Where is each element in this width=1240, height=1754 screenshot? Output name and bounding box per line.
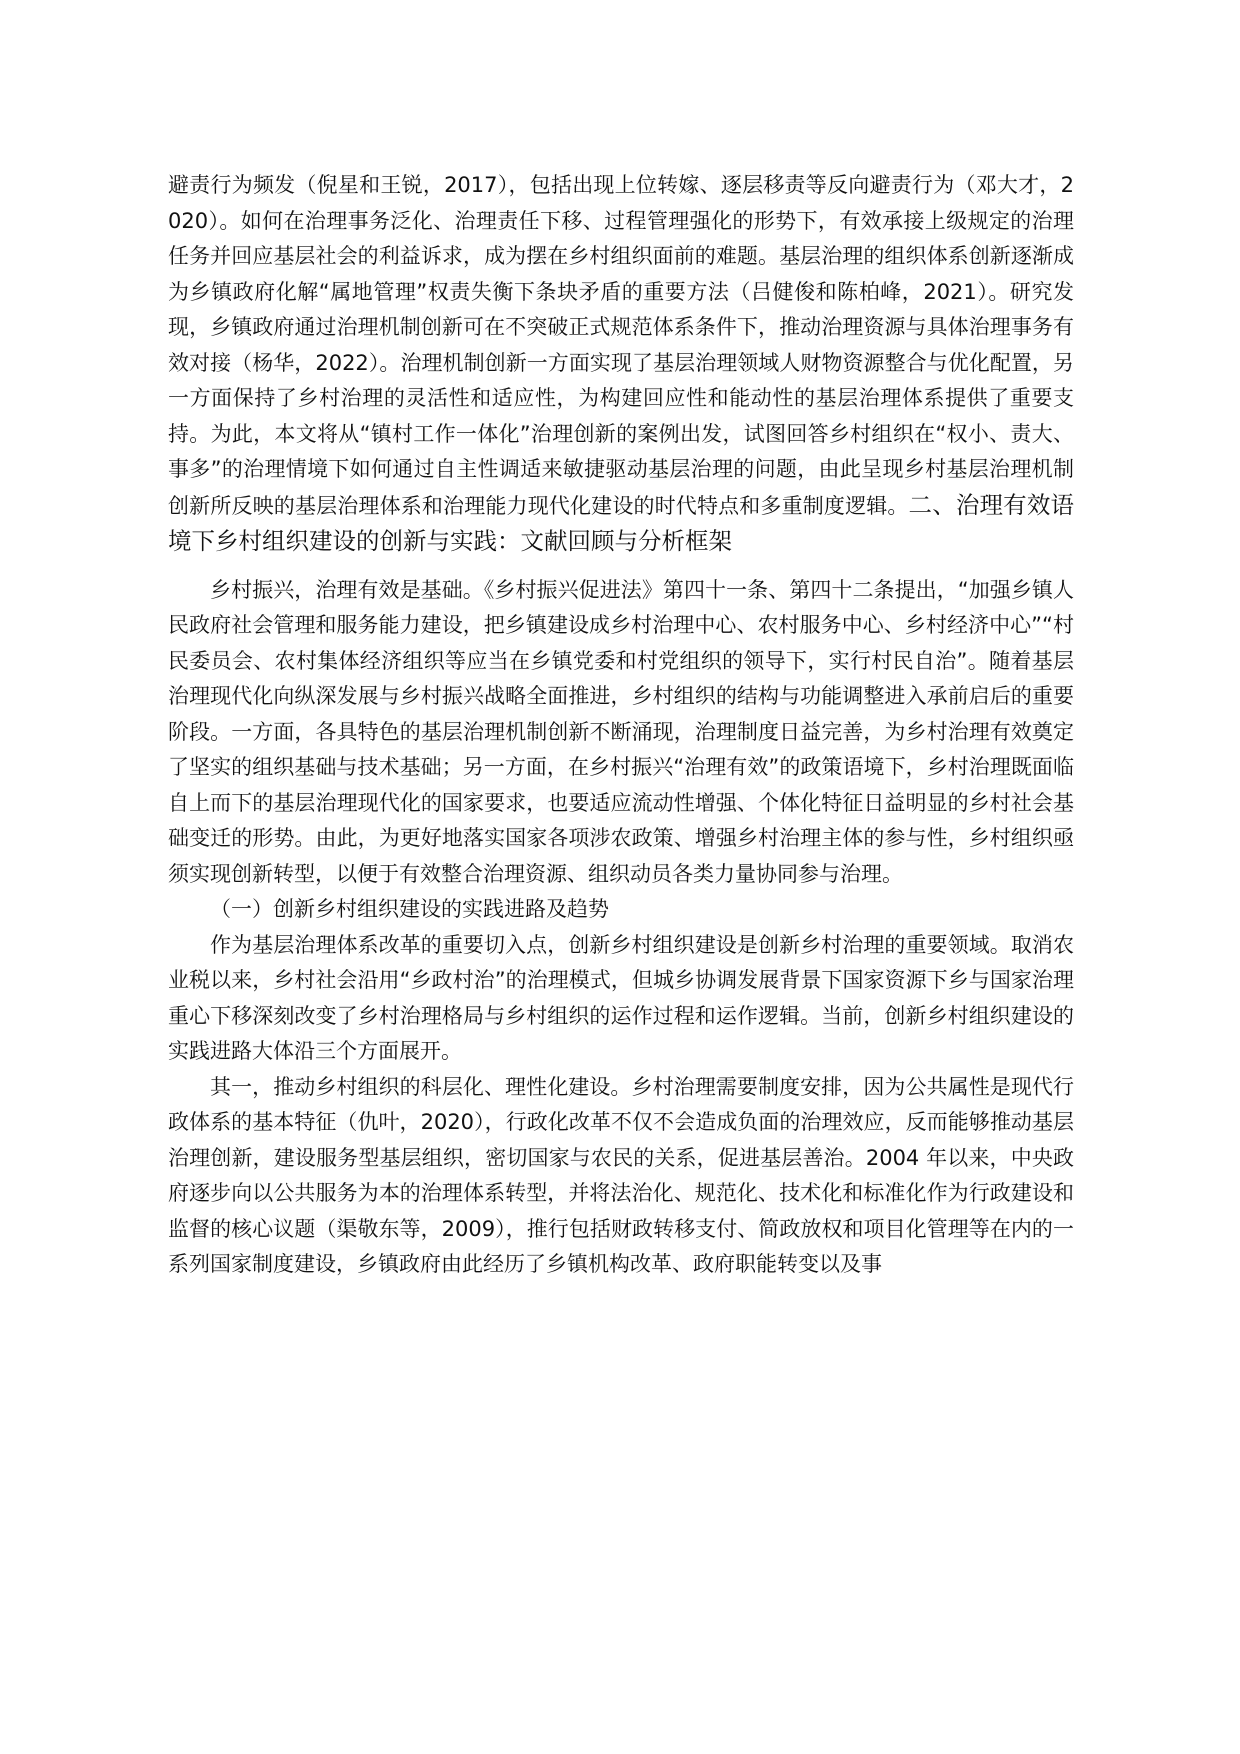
- paragraph-reform-entry-point: 作为基层治理体系改革的重要切入点，创新乡村组织建设是创新乡村治理的重要领域。取消农业税以来，乡村社会沿用“乡政村治”的治理模式，但城乡协调发展背景下国家资源下乡与国家治理重心下移深刻改变了乡村治理格局与乡村组织的运作过程和运作逻辑。当前，创新乡村组织建设的实践进路大体沿三个方面展开。: [168, 932, 1074, 1063]
- intro-paragraph: [168, 168, 1074, 561]
- section-heading: 二、治理有效语境下乡村组织建设的创新与实践：文献回顾与分析框架: [168, 490, 1074, 555]
- subheading-practice-path: （一）创新乡村组织建设的实践进路及趋势: [210, 897, 609, 921]
- paragraph-bureaucratization: 其一，推动乡村组织的科层化、理性化建设。乡村治理需要制度安排，因为公共属性是现代行政体系的基本特征（仇叶，2020），行政化改革不仅不会造成负面的治理效应，反而能够推动基层治理创新，建设服务型基层组织，密切国家与农民的关系，促进基层善治。2004 年以来，中央政府逐步向以公共服务为本的治理体系转型，并将法治化、规范化、技术化和标准化作为行政建设和监督的核心议题（渠敬东等，2009），推行包括财政转移支付、简政放权和项目化管理等在内的一系列国家制度建设，乡镇政府由此经历了乡镇机构改革、政府职能转变以及事: [168, 1074, 1074, 1276]
- intro-paragraph-text: 避责行为频发（倪星和王锐，2017），包括出现上位转嫁、逐层移责等反向避责行为（邓大才，2020）。如何在治理事务泛化、治理责任下移、过程管理强化的形势下，有效承接上级规定的治理任务并回应基层社会的利益诉求，成为摆在乡村组织面前的难题。基层治理的组织体系创新逐渐成为乡镇政府化解“属地管理”权责失衡下条块矛盾的重要方法（吕健俊和陈柏峰，2021）。研究发现，乡镇政府通过治理机制创新可在不突破正式规范体系条件下，推动治理资源与具体治理事务有效对接（杨华，2022）。治理机制创新一方面实现了基层治理领域人财物资源整合与优化配置，另一方面保持了乡村治理的灵活性和适应性，为构建回应性和能动性的基层治理体系提供了重要支持。为此，本文将从“镇村工作一体化”治理创新的案例出发，试图回答乡村组织在“权小、责大、事多”的治理情境下如何通过自主性调适来敏捷驱动基层治理的问题，由此呈现乡村基层治理机制创新所反映的基层治理体系和治理能力现代化建设的时代特点和多重制度逻辑。: [168, 173, 1074, 518]
- paragraph-rural-revitalization: 乡村振兴，治理有效是基础。《乡村振兴促进法》第四十一条、第四十二条提出，“加强乡镇人民政府社会管理和服务能力建设，把乡镇建设成乡村治理中心、农村服务中心、乡村经济中心”“村民委员会、农村集体经济组织等应当在乡镇党委和村党组织的领导下，实行村民自治”。随着基层治理现代化向纵深发展与乡村振兴战略全面推进，乡村组织的结构与功能调整进入承前启后的重要阶段。一方面，各具特色的基层治理机制创新不断涌现，治理制度日益完善，为乡村治理有效奠定了坚实的组织基础与技术基础；另一方面，在乡村振兴“治理有效”的政策语境下，乡村治理既面临自上而下的基层治理现代化的国家要求，也要适应流动性增强、个体化特征日益明显的乡村社会基础变迁的形势。由此，为更好地落实国家各项涉农政策、增强乡村治理主体的参与性，乡村组织亟须实现创新转型，以便于有效整合治理资源、组织动员各类力量协同参与治理。: [168, 577, 1074, 886]
- document-body: [168, 168, 1074, 1283]
